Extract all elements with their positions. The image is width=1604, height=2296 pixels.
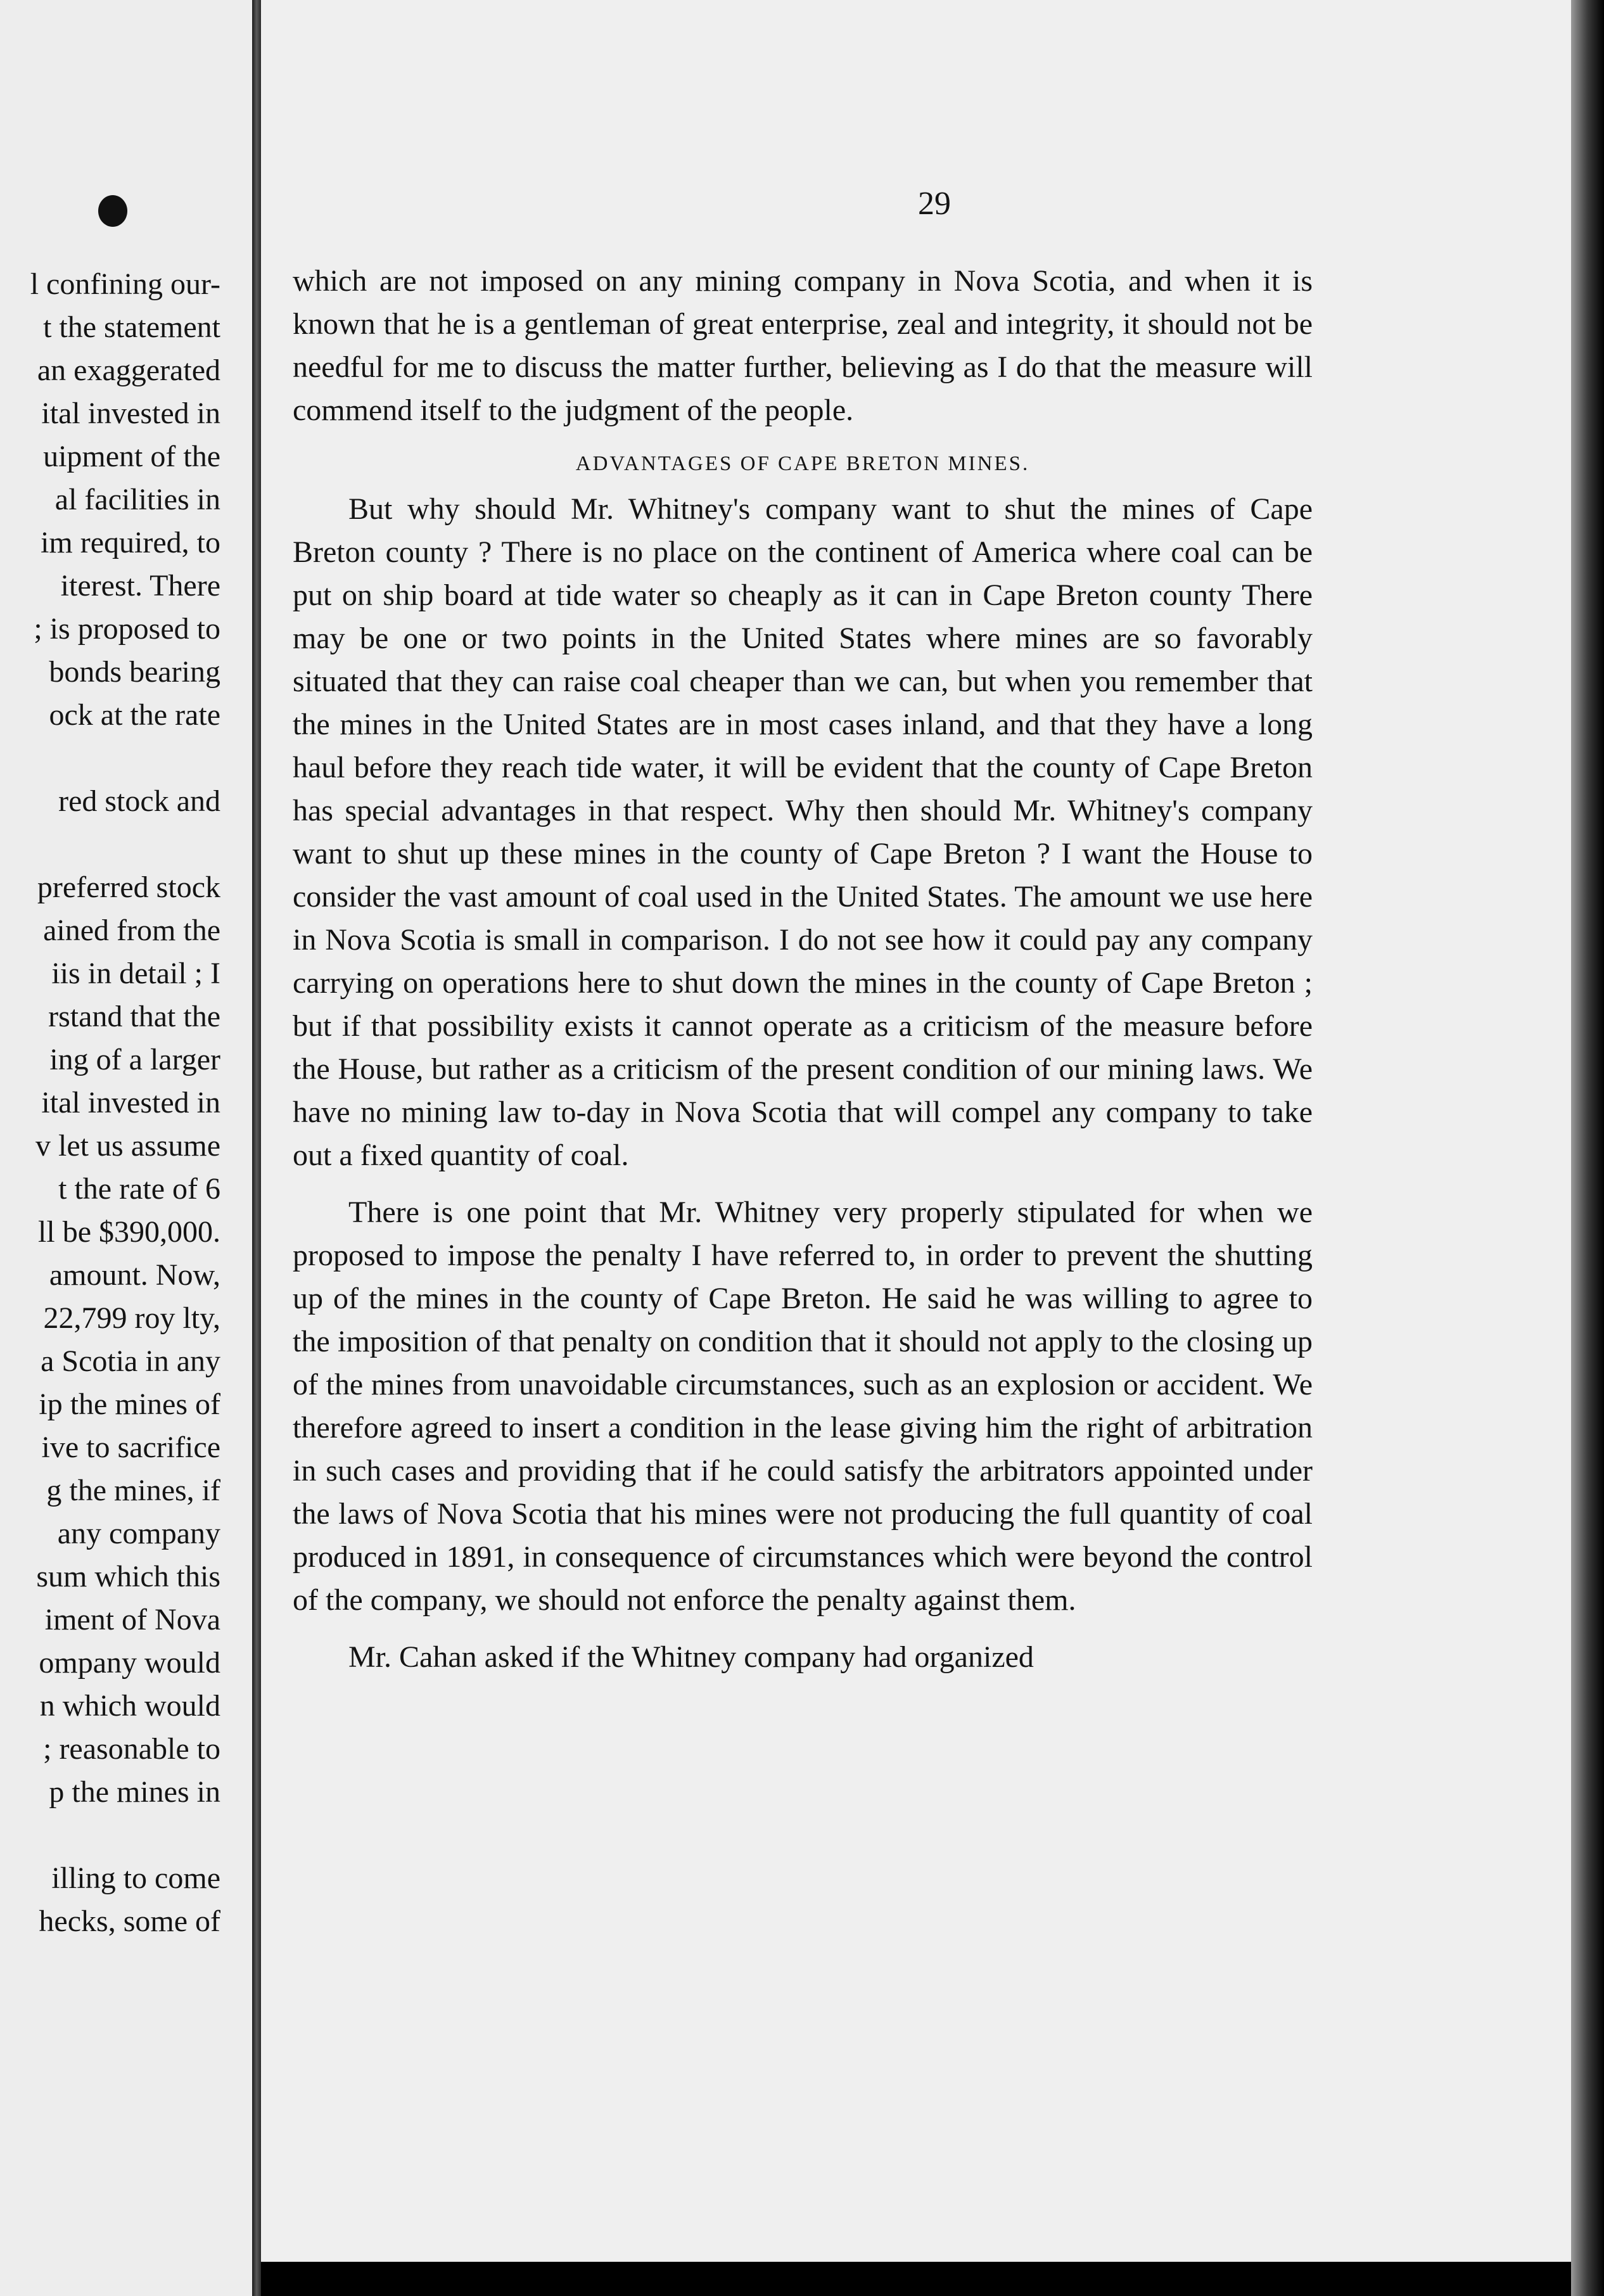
paragraph-1: which are not imposed on any mining company in Nova Scotia, and when it is known that he is a gentleman of great enterprise, zeal and integrity, it should not be needful for me to discuss the matter further, believing as I do that the measure will commend itself to the judgment of the people. xyxy=(293,264,1313,427)
previous-page-line: preferred stock xyxy=(37,871,220,904)
previous-page-line: ; is proposed to xyxy=(34,612,220,646)
previous-page-line xyxy=(0,1814,220,1857)
previous-page-line: iment of Nova xyxy=(44,1603,220,1636)
book-gutter xyxy=(252,0,261,2296)
previous-page-line: al facilities in xyxy=(54,483,220,516)
previous-page-line: rstand that the xyxy=(48,1000,220,1033)
previous-page-line: ompany would xyxy=(39,1646,220,1680)
paragraph-2: But why should Mr. Whitney's company want to shut the mines of Cape Breton county ? There is no place on the continent of America where coal can be put on ship board at tide water so cheaply as it can in Cape Breton county There may be one or two points in the United States where mines are so favorably situated that they can raise coal cheaper than we can, but when you remember that the mines in the United States are in most cases inland, and that they have a long haul before they reach tide water, it will be evident that the county of Cape Breton has special advantages in that respect. Why then should Mr. Whitney's company want to shut up these mines in the county of Cape Breton ? I want the House to consider the vast amount of coal used in the United States. The amount we use here in Nova Scotia is small in comparison. I do not see how it could pay any company carrying on operations here to shut down the mines in the county of Cape Breton ; but if that possibility exists it cannot operate as a criticism of the measure before the House, but rather as a criticism of the present condition of our mining laws. We have no mining law to-day in Nova Scotia that will compel any company to take out a fixed quantity of coal. xyxy=(293,492,1313,1172)
previous-page-line: ive to sacrifice xyxy=(41,1431,220,1464)
ink-dot xyxy=(98,195,127,227)
page-body xyxy=(293,260,1313,1679)
previous-page-fragment xyxy=(0,0,252,2296)
document-page xyxy=(261,0,1571,2262)
previous-page-line: iis in detail ; I xyxy=(51,957,220,990)
previous-page-line: uipment of the xyxy=(43,440,220,473)
previous-page-line: an exaggerated xyxy=(37,354,220,387)
previous-page-line: p the mines in xyxy=(49,1775,220,1809)
previous-page-line: n which would xyxy=(39,1689,220,1723)
previous-page-line: a Scotia in any xyxy=(41,1344,220,1378)
section-heading: ADVANTAGES OF CAPE BRETON MINES. xyxy=(575,452,1030,475)
previous-page-line: iterest. There xyxy=(60,569,220,603)
previous-page-line: any company xyxy=(57,1517,220,1550)
previous-page-line: sum which this xyxy=(36,1560,220,1593)
previous-page-line: ital invested in xyxy=(41,1086,220,1119)
paragraph-4: Mr. Cahan asked if the Whitney company had organized xyxy=(348,1640,1034,1674)
previous-page-line: amount. Now, xyxy=(49,1258,220,1292)
previous-page-line: v let us assume xyxy=(35,1129,220,1163)
page-number: 29 xyxy=(918,186,951,222)
previous-page-line: g the mines, if xyxy=(46,1474,220,1507)
previous-page-line: ital invested in xyxy=(41,397,220,430)
previous-page-line: bonds bearing xyxy=(49,655,220,689)
previous-page-line: ained from the xyxy=(43,914,220,947)
previous-page-line xyxy=(0,823,220,866)
previous-page-line: t the rate of 6 xyxy=(58,1172,220,1206)
paragraph-3: There is one point that Mr. Whitney very properly stipulated for when we proposed to impose the penalty I have referred to, in order to prevent the shutting up of the mines in the county of Cape Breton. He said he was willing to agree to the imposition of that penalty on condition that it should not apply to the closing up of the mines from unavoidable circumstances, such as an explosion or accident. We therefore agreed to insert a condition in the lease giving him the right of arbitration in such cases and providing that if he could satisfy the arbitrators appointed under the laws of Nova Scotia that his mines were not producing the full quantity of coal produced in 1891, in consequence of circumstances which were beyond the control of the company, we should not enforce the penalty against them. xyxy=(293,1196,1313,1617)
page-edge-shadow xyxy=(1571,0,1604,2296)
previous-page-text xyxy=(0,263,220,1943)
previous-page-line: im required, to xyxy=(41,526,220,559)
previous-page-line: illing to come xyxy=(51,1861,220,1895)
previous-page-line: l confining our- xyxy=(30,267,220,301)
previous-page-line: 22,799 roy lty, xyxy=(43,1301,220,1335)
previous-page-line: ll be $390,000. xyxy=(38,1215,220,1249)
previous-page-line: ; reasonable to xyxy=(43,1732,220,1766)
previous-page-line: ip the mines of xyxy=(39,1387,220,1421)
previous-page-line: hecks, some of xyxy=(39,1904,220,1938)
previous-page-line: red stock and xyxy=(58,784,220,818)
previous-page-line: t the statement xyxy=(43,310,220,344)
previous-page-line: ock at the rate xyxy=(49,698,220,732)
previous-page-line: ing of a larger xyxy=(49,1043,220,1076)
previous-page-line xyxy=(0,737,220,780)
